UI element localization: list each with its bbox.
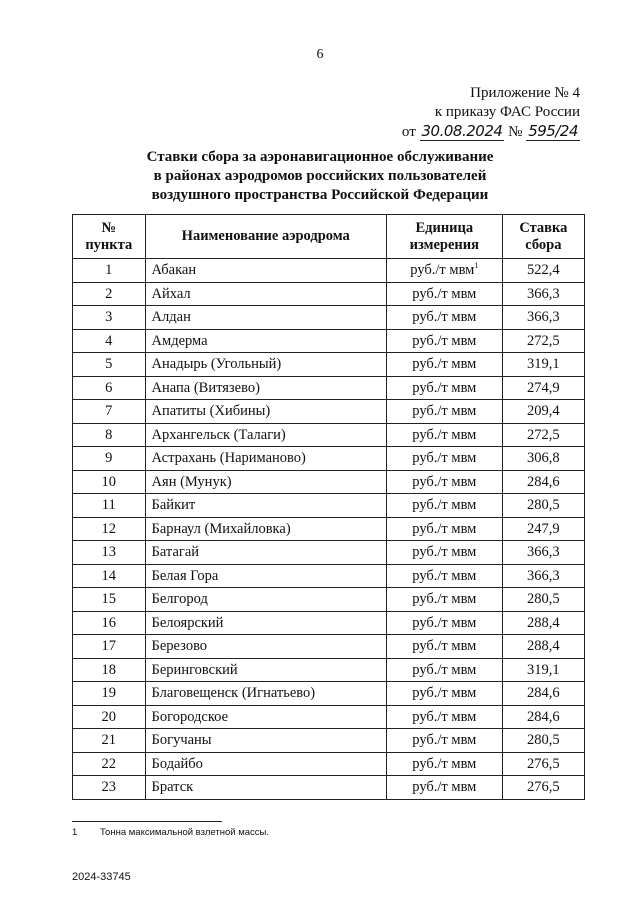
table-row [73, 447, 585, 471]
unit-cell-text: руб./т мвм [412, 285, 477, 302]
row-number-text: 8 [105, 426, 113, 443]
unit-cell-text: руб./т мвм [412, 638, 477, 655]
unit-cell-text: руб./т мвм [412, 520, 477, 537]
header-unit [386, 215, 502, 259]
table-row [73, 400, 585, 424]
rate-cell-text: 288,4 [527, 614, 560, 631]
row-number [73, 611, 146, 635]
title-line1: Ставки сбора за аэронавигационное обслуживание [146, 149, 494, 165]
unit-cell-text: руб./т мвм [412, 779, 477, 796]
rate-cell [502, 447, 584, 471]
row-number-text: 5 [105, 356, 113, 373]
rate-cell [502, 611, 584, 635]
airport-name-text: Алдан [151, 309, 191, 326]
row-number [73, 423, 146, 447]
airport-name [145, 447, 386, 471]
row-number [73, 588, 146, 612]
row-number [73, 541, 146, 565]
rate-cell [502, 564, 584, 588]
rate-cell [502, 588, 584, 612]
row-number [73, 705, 146, 729]
rate-cell [502, 705, 584, 729]
unit-cell-text: руб./т мвм [412, 356, 477, 373]
airport-name [145, 353, 386, 377]
unit-cell [386, 635, 502, 659]
title-line2: в районах аэродромов российских пользователей [153, 168, 487, 184]
rate-cell-text: 284,6 [527, 685, 560, 702]
unit-cell [386, 447, 502, 471]
unit-cell-text: руб./т мвм [412, 732, 477, 749]
airport-name [145, 494, 386, 518]
table-row [73, 729, 585, 753]
airport-name [145, 329, 386, 353]
airport-name-text: Архангельск (Талаги) [151, 426, 286, 443]
unit-cell-text: руб./т мвм [412, 497, 477, 514]
row-number [73, 400, 146, 424]
rate-cell-text: 274,9 [527, 379, 560, 396]
table-header-row [73, 215, 585, 259]
footnote [72, 827, 269, 838]
unit-cell-text: руб./т мвм [412, 661, 477, 678]
unit-cell [386, 306, 502, 330]
rate-cell-text: 280,5 [527, 732, 560, 749]
unit-cell [386, 517, 502, 541]
unit-cell-text: руб./т мвм [412, 450, 477, 467]
document-title [0, 148, 640, 205]
rate-cell [502, 470, 584, 494]
appendix-line2: к приказу ФАС России [434, 104, 580, 120]
rate-cell [502, 259, 584, 283]
airport-name [145, 635, 386, 659]
rate-cell [502, 658, 584, 682]
document-number: 2024-33745 [72, 871, 131, 883]
footnote-text: Тонна максимальной взлетной массы. [100, 827, 269, 838]
unit-cell [386, 423, 502, 447]
unit-cell [386, 470, 502, 494]
airport-name-text: Айхал [151, 285, 191, 302]
airport-name-text: Барнаул (Михайловка) [151, 520, 291, 537]
table-row [73, 494, 585, 518]
table-row [73, 752, 585, 776]
header-num [73, 215, 146, 259]
airport-name-text: Беринговский [151, 661, 238, 678]
handwritten-date: 30.08.2024 [421, 122, 503, 140]
unit-cell-text: руб./т мвм [412, 544, 477, 561]
row-number-text: 4 [105, 332, 113, 349]
airport-name [145, 729, 386, 753]
airport-name-text: Абакан [151, 262, 197, 279]
rate-cell [502, 353, 584, 377]
table-row [73, 635, 585, 659]
airport-name [145, 705, 386, 729]
table-row [73, 282, 585, 306]
table-row [73, 776, 585, 800]
row-number-text: 21 [101, 732, 117, 749]
row-number-text: 3 [105, 309, 113, 326]
unit-cell-text: руб./т мвм [412, 473, 477, 490]
row-number-text: 7 [105, 403, 113, 420]
airport-name-text: Богучаны [151, 732, 212, 749]
row-number [73, 658, 146, 682]
airport-name-text: Байкит [151, 497, 196, 514]
rate-cell-text: 272,5 [527, 332, 560, 349]
airport-name-text: Анапа (Витязево) [151, 379, 260, 396]
table-row [73, 682, 585, 706]
header-rate-line2: сбора [525, 236, 562, 253]
row-number-text: 19 [101, 685, 117, 702]
rate-cell-text: 284,6 [527, 708, 560, 725]
rate-cell [502, 682, 584, 706]
row-number [73, 329, 146, 353]
unit-cell [386, 564, 502, 588]
airport-name [145, 259, 386, 283]
airport-name [145, 400, 386, 424]
airport-name [145, 376, 386, 400]
rate-cell-text: 366,3 [527, 567, 560, 584]
unit-cell [386, 494, 502, 518]
table-row [73, 376, 585, 400]
table-row [73, 588, 585, 612]
unit-cell [386, 658, 502, 682]
row-number-text: 13 [101, 544, 117, 561]
unit-cell [386, 376, 502, 400]
row-number-text: 22 [101, 755, 117, 772]
rate-cell [502, 400, 584, 424]
unit-cell [386, 611, 502, 635]
rate-cell-text: 366,3 [527, 544, 560, 561]
airport-name [145, 470, 386, 494]
unit-cell-text: руб./т мвм [412, 755, 477, 772]
unit-cell [386, 752, 502, 776]
rate-cell-text: 522,4 [527, 262, 560, 279]
row-number [73, 376, 146, 400]
table-row [73, 470, 585, 494]
airport-name [145, 588, 386, 612]
table-row [73, 705, 585, 729]
unit-cell-text: руб./т мвм [412, 591, 477, 608]
rate-cell [502, 329, 584, 353]
airport-name [145, 306, 386, 330]
airport-name-text: Апатиты (Хибины) [151, 403, 271, 420]
row-number [73, 776, 146, 800]
row-number-text: 18 [101, 661, 117, 678]
row-number-text: 6 [105, 379, 113, 396]
appendix-line1: Приложение № 4 [470, 85, 580, 101]
unit-cell-text: руб./т мвм [410, 262, 475, 279]
table-row [73, 517, 585, 541]
row-number-text: 12 [101, 520, 117, 537]
rate-cell [502, 282, 584, 306]
rate-cell-text: 272,5 [527, 426, 560, 443]
rate-cell-text: 366,3 [527, 285, 560, 302]
rate-cell-text: 276,5 [527, 779, 560, 796]
unit-cell-text: руб./т мвм [412, 379, 477, 396]
header-num-line1: № [101, 219, 117, 236]
airport-name-text: Анадырь (Угольный) [151, 356, 282, 373]
row-number [73, 447, 146, 471]
unit-cell-text: руб./т мвм [412, 426, 477, 443]
row-number-text: 23 [101, 779, 117, 796]
row-number [73, 564, 146, 588]
rate-cell-text: 288,4 [527, 638, 560, 655]
airport-name-text: Братск [151, 779, 194, 796]
footnote-mark: 1 [72, 827, 78, 838]
airport-name [145, 564, 386, 588]
rate-cell-text: 366,3 [527, 309, 560, 326]
unit-cell [386, 729, 502, 753]
unit-cell [386, 776, 502, 800]
rate-cell-text: 306,8 [527, 450, 560, 467]
row-number-text: 11 [101, 497, 116, 514]
airport-name-text: Бодайбо [151, 755, 203, 772]
airport-name-text: Астрахань (Нариманово) [151, 450, 306, 467]
table-row [73, 423, 585, 447]
unit-cell [386, 353, 502, 377]
unit-cell-text: руб./т мвм [412, 309, 477, 326]
unit-cell-text: руб./т мвм [412, 567, 477, 584]
row-number-text: 17 [101, 638, 117, 655]
unit-cell [386, 400, 502, 424]
table-row [73, 658, 585, 682]
handwritten-order-number: 595/24 [528, 122, 578, 140]
row-number-text: 9 [105, 450, 113, 467]
airport-name [145, 658, 386, 682]
rate-cell [502, 541, 584, 565]
airport-name [145, 752, 386, 776]
row-number [73, 306, 146, 330]
row-number [73, 353, 146, 377]
appendix-header [402, 84, 580, 142]
table-row [73, 564, 585, 588]
table-row [73, 611, 585, 635]
airport-name-text: Батагай [151, 544, 200, 561]
rate-cell-text: 284,6 [527, 473, 560, 490]
rate-cell-text: 209,4 [527, 403, 560, 420]
airport-name-text: Аян (Мунук) [151, 473, 232, 490]
rate-cell-text: 247,9 [527, 520, 560, 537]
row-number-text: 1 [105, 262, 113, 279]
rate-cell [502, 494, 584, 518]
row-number-text: 16 [101, 614, 117, 631]
rate-cell [502, 423, 584, 447]
unit-cell [386, 588, 502, 612]
airport-name [145, 517, 386, 541]
rate-cell [502, 517, 584, 541]
header-unit-line2: измерения [409, 236, 479, 253]
unit-cell [386, 682, 502, 706]
row-number [73, 259, 146, 283]
row-number-text: 2 [105, 285, 113, 302]
unit-cell [386, 259, 502, 283]
airport-name [145, 423, 386, 447]
table-row [73, 353, 585, 377]
row-number-text: 14 [101, 567, 117, 584]
page-number: 6 [316, 47, 324, 62]
table-body [73, 259, 585, 800]
airport-name [145, 541, 386, 565]
rate-cell-text: 276,5 [527, 755, 560, 772]
row-number [73, 494, 146, 518]
rate-cell [502, 752, 584, 776]
unit-cell [386, 329, 502, 353]
row-number [73, 729, 146, 753]
airport-name [145, 611, 386, 635]
date-prefix: от [401, 124, 416, 140]
unit-cell-text: руб./т мвм [412, 332, 477, 349]
header-num-line2: пункта [85, 236, 133, 253]
airport-name-text: Амдерма [151, 332, 208, 349]
number-sign: № [508, 124, 523, 140]
airport-name-text: Богородское [151, 708, 229, 725]
rate-cell [502, 635, 584, 659]
unit-cell-text: руб./т мвм [412, 614, 477, 631]
row-number [73, 682, 146, 706]
rate-cell [502, 376, 584, 400]
row-number-text: 20 [101, 708, 117, 725]
rate-cell-text: 319,1 [527, 661, 560, 678]
airport-name-text: Белгород [151, 591, 208, 608]
rate-cell [502, 729, 584, 753]
unit-cell [386, 541, 502, 565]
rate-cell [502, 306, 584, 330]
unit-cell [386, 282, 502, 306]
footnote-reference: 1 [474, 261, 479, 271]
table-row [73, 329, 585, 353]
header-unit-line1: Единица [415, 219, 474, 236]
rate-cell [502, 776, 584, 800]
rate-cell-text: 280,5 [527, 591, 560, 608]
unit-cell-text: руб./т мвм [412, 708, 477, 725]
row-number [73, 470, 146, 494]
airport-name-text: Белоярский [151, 614, 224, 631]
header-rate-line1: Ставка [519, 219, 568, 236]
appendix-date-line [402, 122, 580, 142]
rate-cell-text: 280,5 [527, 497, 560, 514]
row-number [73, 282, 146, 306]
airport-name-text: Березово [151, 638, 208, 655]
footnote-divider [72, 821, 222, 822]
header-name: Наименование аэродрома [145, 215, 386, 259]
table-row [73, 259, 585, 283]
table-row [73, 306, 585, 330]
unit-cell-text: руб./т мвм [412, 403, 477, 420]
unit-cell-text: руб./т мвм [412, 685, 477, 702]
row-number [73, 517, 146, 541]
airport-name-text: Благовещенск (Игнатьево) [151, 685, 316, 702]
rates-table [72, 214, 585, 800]
row-number [73, 635, 146, 659]
row-number-text: 15 [101, 591, 117, 608]
title-line3: воздушного пространства Российской Федерации [151, 187, 489, 203]
airport-name [145, 776, 386, 800]
table-row [73, 541, 585, 565]
airport-name-text: Белая Гора [151, 567, 219, 584]
row-number-text: 10 [101, 473, 117, 490]
unit-cell [386, 705, 502, 729]
header-rate [502, 215, 584, 259]
airport-name [145, 682, 386, 706]
rate-cell-text: 319,1 [527, 356, 560, 373]
airport-name [145, 282, 386, 306]
row-number [73, 752, 146, 776]
